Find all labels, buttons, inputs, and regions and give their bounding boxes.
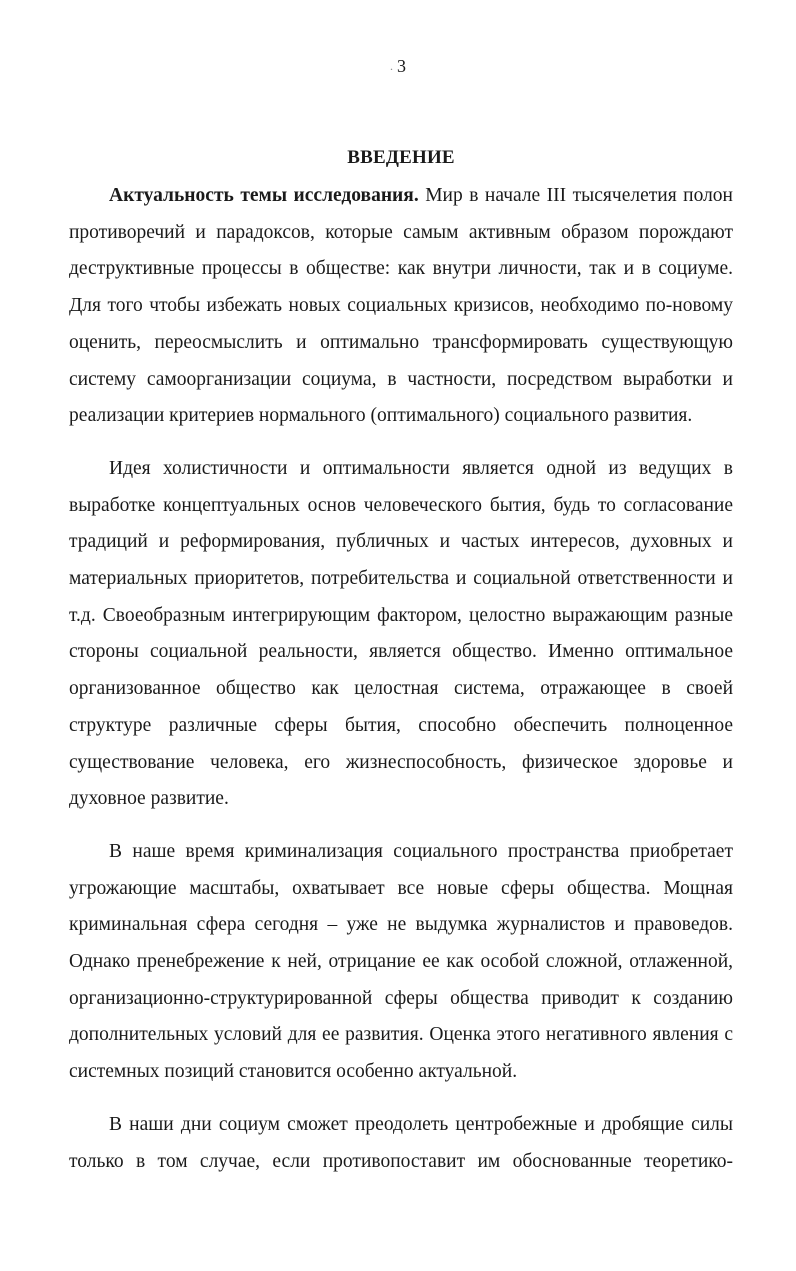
paragraph-relevance <box>69 178 733 435</box>
page-number <box>0 56 796 77</box>
paragraph-society: В наши дни социум сможет преодолеть центробежные и дробящие силы только в том случае, если противопоставит им обоснованные теоретико- <box>69 1113 733 1172</box>
scan-mark: . <box>390 59 393 73</box>
paragraph-holism: Идея холистичности и оптимальности является одной из ведущих в выработке концептуальных основ человеческого бытия, будь то согласование традиций и реформирования, публичных и частых интересов, духовных и материальных приоритетов, потребительства и социальной ответственности и т.д. Своеобразным интегрирующим фактором, целостно выражающим разные стороны социальной реальности, является общество. Именно оптимальное организованное общество как целостная система, отражающее в своей структуре различные сферы бытия, способно обеспечить полноценное существование человека, его жизнеспособность, физическое здоровье и духовное развитие. <box>69 457 733 810</box>
paragraph-lead: Актуальность темы исследования. <box>109 185 419 206</box>
paragraph-text: Мир в начале III тысячелетия полон противоречий и парадоксов, которые самым активным образом порождают деструктивные процессы в обществе: как внутри личности, так и в социуме. Для того чтобы избежать новых социальных кризисов, необходимо по-новому оценить, переосмыслить и оптимально трансформировать существующую систему самоорганизации социума, в частности, посредством выработки и реализации критериев нормального (оптимального) социального развития. <box>69 185 733 427</box>
paragraph-criminalization: В наше время криминализация социального пространства приобретает угрожающие масштабы, охватывает все новые сферы общества. Мощная криминальная сфера сегодня – уже не выдумка журналистов и правоведов. Однако пренебрежение к ней, отрицание ее как особой сложной, отлаженной, организационно-структурированной сферы общества приводит к созданию дополнительных условий для ее развития. Оценка этого негативного явления с системных позиций становится особенно актуальной. <box>69 840 733 1083</box>
section-heading: ВВЕДЕНИЕ <box>347 147 455 168</box>
page-number-value: 3 <box>397 56 406 76</box>
document-body <box>69 146 733 1196</box>
